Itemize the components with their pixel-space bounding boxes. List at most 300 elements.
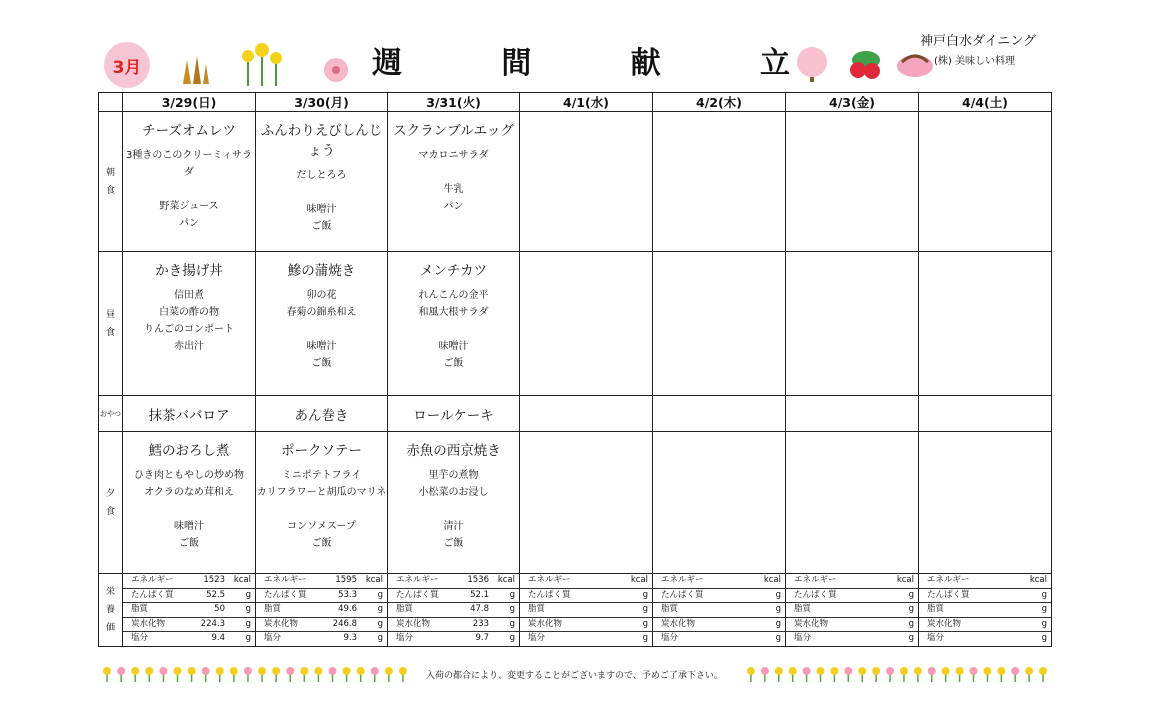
side-dish [123,501,255,518]
nutrient-label: たんぱく質 [927,589,970,600]
nutrient-value [811,632,892,646]
nutrition-cell [919,574,1052,647]
nutrient-label: たんぱく質 [794,589,837,600]
nutrition-line [653,632,785,646]
flower-icon [385,667,393,682]
nutrient-unit: g [1041,633,1047,643]
nutrient-unit: g [377,604,383,614]
nutrient-value: 1536 [467,575,489,585]
month-badge: 3月 [104,42,150,88]
side-dish: ご飯 [311,538,332,549]
breakfast-row [99,112,1052,252]
nutrient-unit: g [509,618,515,629]
lunch-row [99,252,1052,396]
nutrition-line [123,632,255,646]
nutrition-cell [388,574,520,647]
nutrient-unit: g [509,589,515,600]
nutrient-label: 塩分 [661,633,679,643]
day-header: 3/29(日) [123,93,256,112]
nutrition-line [919,574,1051,589]
nutrient-value [704,574,759,588]
nutrient-label: エネルギー [927,575,970,585]
nutrient-unit: g [1041,589,1047,600]
nutrient-unit: g [908,604,914,614]
bamboo-shoot-icon [175,48,215,88]
nutrient-value: 9.3 [343,633,357,643]
side-dish: ひき肉ともやしの炒め物 [134,470,244,481]
side-dish: カリフラワーと胡瓜のマリネ [256,487,387,498]
flower-icon [174,667,182,682]
nutrition-line [388,632,519,646]
nutrient-label: 炭水化物 [794,618,829,629]
nutrition-line [388,574,519,589]
flower-icon [188,667,196,682]
nutrient-unit: kcal [497,575,515,585]
lunch-cell [256,252,388,396]
title-char: 献 [630,46,663,81]
side-dish: ご飯 [311,221,332,232]
nutrition-line [256,618,387,633]
breakfast-cell [256,112,388,252]
flower-icon [300,667,308,682]
nutrient-value [545,632,626,646]
nutrient-unit: g [775,589,781,600]
side-dish: パン [443,201,464,212]
nutrition-line [123,574,255,589]
flower-icon [272,667,280,682]
breakfast-cell [123,112,256,252]
side-dish [388,164,519,181]
nutrient-unit: g [509,633,515,643]
flower-icon [997,667,1005,682]
page-title [372,38,792,82]
flower-icon [956,667,964,682]
nutrient-value: 53.3 [338,589,357,600]
nutrient-value [678,603,759,617]
side-dish: マカロニサラダ [418,150,489,161]
company-sub: (株) 美味しい料理 [934,56,1015,67]
flower-icon [159,667,167,682]
nutrition-line [786,574,918,589]
nutrient-value: 1595 [335,575,357,585]
flower-icon [244,667,252,682]
flower-icon [928,667,936,682]
day-header: 3/30(月) [256,93,388,112]
nutrient-value: 50 [214,604,225,614]
meal-label-snack: おやつ [99,396,123,432]
nutrient-unit: kcal [365,575,383,585]
flower-icon [844,667,852,682]
nutrition-line [388,618,519,633]
nutrient-unit: g [245,604,251,614]
nutrient-label: 塩分 [131,633,149,643]
flower-icon [343,667,351,682]
side-dish: 卯の花 [306,290,337,301]
nutrient-unit: g [642,604,648,614]
nutrient-value: 9.7 [475,633,489,643]
nutrient-unit: g [377,633,383,643]
nutrient-value: 224.3 [200,618,225,629]
nutrient-unit: g [775,604,781,614]
nutrient-value: 52.1 [470,589,489,600]
nutrient-value: 49.6 [338,604,357,614]
nutrient-value [944,603,1025,617]
side-dish: 牛乳 [443,184,464,195]
flower-icon [1039,667,1047,682]
nutrition-cell [653,574,786,647]
nutrient-value: 9.4 [211,633,225,643]
side-dish: 味噌汁 [306,204,337,215]
flower-icon [117,667,125,682]
side-dish: 白菜の酢の物 [159,307,219,318]
snack-cell [520,396,653,432]
nutrient-unit: kcal [630,575,648,585]
flower-icon [145,667,153,682]
nutrient-value [545,603,626,617]
nutrition-line [388,589,519,604]
nutrient-label: 炭水化物 [396,618,431,629]
dinner-cell [786,432,919,574]
nutrition-line [919,603,1051,618]
side-dish [123,181,255,198]
nutrient-unit: g [642,633,648,643]
flower-icon [747,667,755,682]
side-dish: ご飯 [311,358,332,369]
side-dish: 赤出汁 [174,341,204,352]
dinner-cell [388,432,520,574]
nutrient-unit: g [509,604,515,614]
nutrition-line [520,574,652,589]
flower-icon [970,667,978,682]
nutrient-label: 塩分 [528,633,546,643]
title-char: 立 [759,46,792,81]
nutrient-value [828,618,892,632]
side-dish: ご飯 [443,538,464,549]
nutrient-unit: kcal [763,575,781,585]
dinner-row [99,432,1052,574]
flower-icon [258,667,266,682]
nutrition-row [99,574,1052,647]
nutrient-label: 脂質 [131,604,149,614]
day-header: 4/3(金) [786,93,919,112]
nutrient-label: 脂質 [396,604,414,614]
dinner-cell [653,432,786,574]
flower-icon [803,667,811,682]
nutrition-line [653,589,785,604]
lunch-cell [919,252,1052,396]
nutrient-value [837,589,892,603]
nutrient-unit: g [908,633,914,643]
nutrition-line [653,603,785,618]
nutrient-label: 炭水化物 [661,618,696,629]
nutrient-value [944,632,1025,646]
breakfast-cell [388,112,520,252]
dinner-cell [919,432,1052,574]
nutrient-unit: g [775,633,781,643]
nutrient-unit: g [1041,604,1047,614]
main-dish: ふんわりえびしんじょう [260,123,383,159]
nutrition-line [919,589,1051,604]
nutrition-cell [256,574,388,647]
nutrient-unit: g [908,589,914,600]
nutrition-line [919,632,1051,646]
dinner-cell [256,432,388,574]
nutrient-label: たんぱく質 [528,589,571,600]
side-dish: 和風大根サラダ [418,307,489,318]
nutrient-label: 脂質 [264,604,282,614]
snack-cell [786,396,919,432]
nutrition-line [123,589,255,604]
side-dish: 春菊の錦糸和え [286,307,357,318]
flower-icon [131,667,139,682]
nutrition-line [520,618,652,633]
nutrient-unit: g [377,589,383,600]
nutrient-label: 塩分 [264,633,282,643]
nutrient-unit: kcal [1029,575,1047,585]
side-dish [256,321,387,338]
nutrition-line [256,589,387,604]
nutrient-label: たんぱく質 [396,589,439,600]
title-char: 週 [372,46,404,81]
nutrient-label: 脂質 [794,604,812,614]
sakura-mochi-icon [894,48,936,82]
breakfast-cell [520,112,653,252]
side-dish: れんこんの金平 [418,290,489,301]
flower-icon [914,667,922,682]
main-dish: 鱈のおろし煮 [148,443,230,459]
side-dish [256,184,387,201]
nutrient-value [571,574,626,588]
footer-note: 入荷の都合により、変更することがございますので、予めご了承下さい。 [426,671,723,681]
nutrient-unit: g [642,618,648,629]
nutrient-label: エネルギー [661,575,704,585]
nutrient-label: エネルギー [131,575,174,585]
nutrition-line [520,603,652,618]
side-dish: りんごのコンポート [144,324,234,335]
flower-icon [357,667,365,682]
main-dish: ポークソテー [281,443,362,459]
nutrition-line [520,632,652,646]
nutrient-label: エネルギー [794,575,837,585]
flower-icon [858,667,866,682]
snack-cell [919,396,1052,432]
lunch-cell [786,252,919,396]
flower-icon [286,667,294,682]
flower-icon [900,667,908,682]
nutrient-unit: g [908,618,914,629]
day-header: 4/2(木) [653,93,786,112]
meal-label-dinner: 夕 食 [99,432,123,574]
side-dish: 味噌汁 [174,521,204,532]
nutrition-cell [786,574,919,647]
nutrient-value: 233 [472,618,489,629]
side-dish [388,501,519,518]
flower-icon [761,667,769,682]
strawberry-icon [846,46,886,82]
nutrient-unit: g [245,633,251,643]
nutrition-cell [520,574,653,647]
side-dish: パン [179,218,199,229]
flower-icon [886,667,894,682]
flower-border-left-icon [100,664,410,684]
main-dish: 赤魚の西京焼き [406,443,501,459]
title-char: 間 [501,46,534,81]
snack-cell: 抹茶ババロア [123,396,256,432]
nutrient-unit: g [775,618,781,629]
snack-cell: ロールケーキ [388,396,520,432]
nutrition-line [786,632,918,646]
nutrient-label: 塩分 [396,633,414,643]
flower-icon [830,667,838,682]
nutrient-value [970,574,1025,588]
nutrient-label: 炭水化物 [131,618,166,629]
breakfast-cell [653,112,786,252]
flower-icon [371,667,379,682]
nutrient-value: 246.8 [332,618,357,629]
flower-icon [775,667,783,682]
nutrition-line [520,589,652,604]
company-name: 神戸白水ダイニング (株) 美味しい料理 [920,34,1036,67]
nutrition-line [123,603,255,618]
nutrition-line [786,618,918,633]
side-dish: 野菜ジュース [159,201,219,212]
nutrient-label: 炭水化物 [264,618,299,629]
day-header: 3/31(火) [388,93,520,112]
side-dish: 3種きのこのクリーミィサラダ [126,150,252,178]
nutrition-line [256,632,387,646]
side-dish: 小松菜のお浸し [418,487,489,498]
sakura-tree-icon [792,44,832,84]
side-dish: 味噌汁 [306,341,337,352]
lunch-cell [520,252,653,396]
lunch-cell [388,252,520,396]
flower-icon [314,667,322,682]
lunch-cell [653,252,786,396]
flower-icon [789,667,797,682]
snack-cell [653,396,786,432]
nutrient-label: 脂質 [927,604,945,614]
breakfast-cell [919,112,1052,252]
weekly-menu-table [98,92,1052,647]
side-dish: 信田煮 [174,290,204,301]
nutrient-label: 脂質 [528,604,546,614]
nutrient-value [678,632,759,646]
nutrient-value: 1523 [203,575,225,585]
nutrient-value [704,589,759,603]
nutrient-label: エネルギー [264,575,307,585]
nutrient-label: たんぱく質 [661,589,704,600]
nutrient-unit: kcal [233,575,251,585]
meal-label-breakfast: 朝 食 [99,112,123,252]
side-dish: ご飯 [179,538,199,549]
nutrient-label: 塩分 [794,633,812,643]
side-dish: 清汁 [443,521,464,532]
nutrient-value [695,618,759,632]
nutrient-unit: g [245,589,251,600]
nutrient-value [562,618,626,632]
nutrient-label: エネルギー [528,575,571,585]
nutrient-label: エネルギー [396,575,439,585]
side-dish [388,321,519,338]
nutrient-value [961,618,1025,632]
dinner-cell [520,432,653,574]
flower-icon [1025,667,1033,682]
nutrient-value [571,589,626,603]
side-dish: 味噌汁 [438,341,469,352]
flower-icon [399,667,407,682]
breakfast-cell [786,112,919,252]
side-dish [256,501,387,518]
nutrient-value: 52.5 [206,589,225,600]
day-header: 4/4(土) [919,93,1052,112]
flower-icon [983,667,991,682]
flower-icon [942,667,950,682]
main-dish: スクランブルエッグ [393,123,514,139]
day-header: 4/1(水) [520,93,653,112]
flower-icon [329,667,337,682]
dinner-cell [123,432,256,574]
nutrient-unit: g [1041,618,1047,629]
nutrition-line [653,574,785,589]
nutrient-label: 塩分 [927,633,945,643]
flower-icon [817,667,825,682]
side-dish: オクラのなめ茸和え [144,487,234,498]
nutrition-cell [123,574,256,647]
nutrient-value [837,574,892,588]
main-dish: メンチカツ [419,263,488,279]
snack-row [99,396,1052,432]
nutrient-label: 脂質 [661,604,679,614]
nutrition-line [256,603,387,618]
nutrition-line [256,574,387,589]
meal-label-nutrition: 栄 養 価 [99,574,123,647]
lunch-cell [123,252,256,396]
side-dish: ご飯 [443,358,464,369]
side-dish: 里芋の煮物 [428,470,479,481]
side-dish: コンソメスープ [287,521,356,532]
side-dish: だしとろろ [296,170,347,181]
flower-icon [230,667,238,682]
nutrient-value [811,603,892,617]
flower-icon [202,667,210,682]
nutrition-line [786,589,918,604]
nutrient-label: 炭水化物 [528,618,563,629]
nutrition-line [919,618,1051,633]
nutrient-value: 47.8 [470,604,489,614]
nutrient-unit: kcal [896,575,914,585]
nutrient-unit: g [642,589,648,600]
flower-icon [872,667,880,682]
flower-icon [103,667,111,682]
nutrition-line [123,618,255,633]
meal-label-lunch: 昼 食 [99,252,123,396]
main-dish: かき揚げ丼 [155,263,223,279]
flower-border-right-icon [744,664,1050,684]
flower-icon [1011,667,1019,682]
nutrient-value [970,589,1025,603]
nutrient-unit: g [245,618,251,629]
nutrient-unit: g [377,618,383,629]
main-dish: チーズオムレツ [142,123,236,139]
nutrient-label: 炭水化物 [927,618,962,629]
nutrition-line [786,603,918,618]
main-dish: 鰺の蒲焼き [287,263,356,279]
cherry-blossom-icon [318,52,354,88]
nutrient-label: たんぱく質 [131,589,174,600]
rapeseed-flower-icon [238,42,286,90]
nutrient-label: たんぱく質 [264,589,307,600]
flower-icon [216,667,224,682]
